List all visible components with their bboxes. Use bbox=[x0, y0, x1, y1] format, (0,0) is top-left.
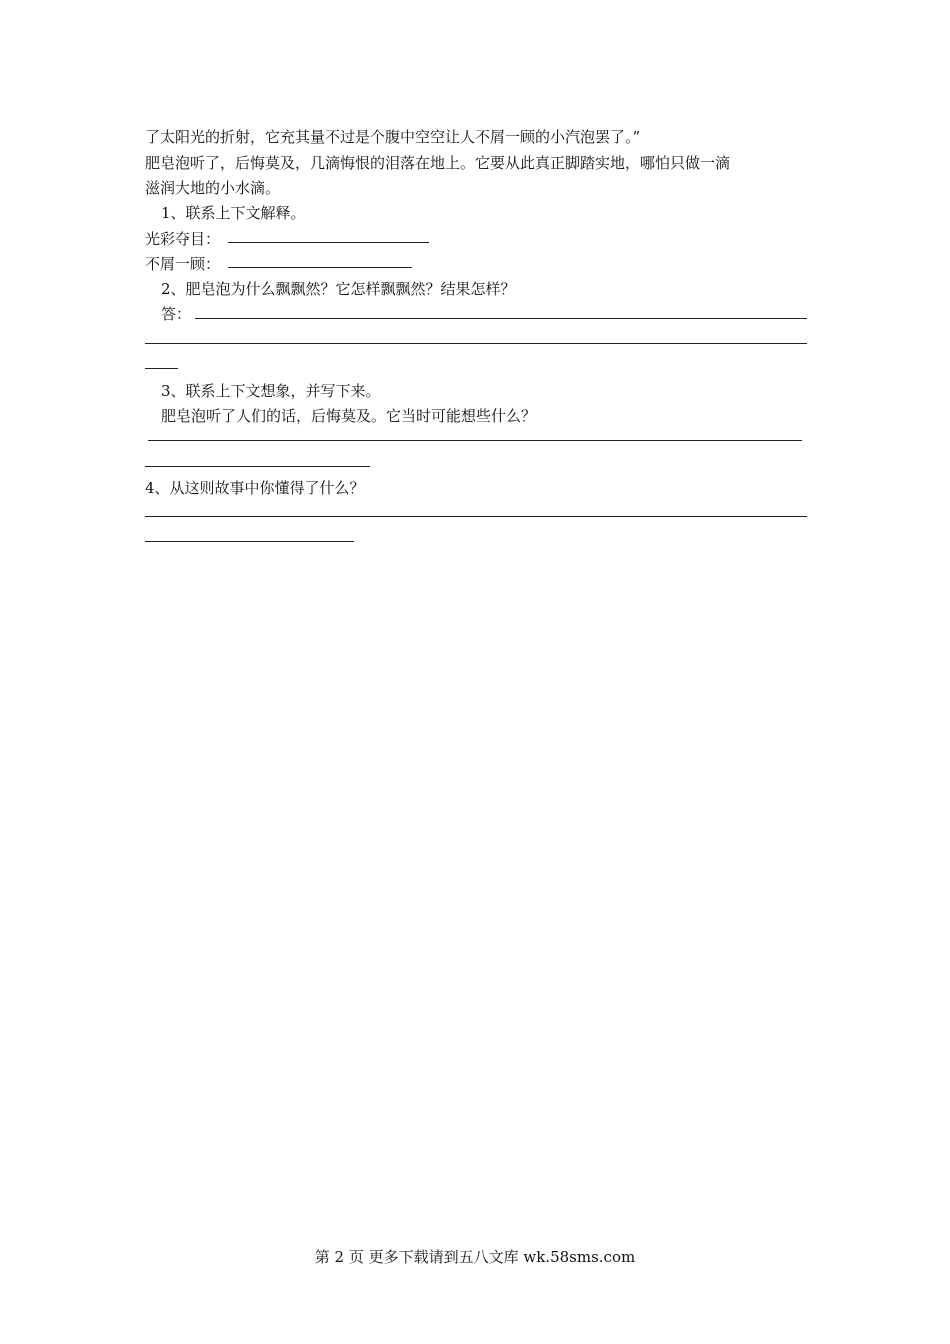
answer-blank-term-2[interactable] bbox=[228, 267, 412, 268]
question-2-answer-label: 答： bbox=[161, 305, 192, 323]
question-1-term-1: 光彩夺目： bbox=[145, 230, 221, 248]
passage-line-2: 肥皂泡听了，后悔莫及，几滴悔恨的泪落在地上。它要从此真正脚踏实地，哪怕只做一滴 bbox=[145, 154, 731, 172]
answer-line-q2-3[interactable] bbox=[145, 368, 178, 369]
question-3-prompt: 3、联系上下文想象，并写下来。 bbox=[161, 382, 381, 400]
question-1-prompt: 1、联系上下文解释。 bbox=[161, 204, 306, 222]
answer-line-q2-1[interactable] bbox=[195, 318, 807, 319]
answer-line-q4-1[interactable] bbox=[145, 516, 807, 517]
question-1-term-2: 不屑一顾： bbox=[145, 255, 221, 273]
question-2-prompt: 2、肥皂泡为什么飘飘然？它怎样飘飘然？结果怎样？ bbox=[161, 280, 516, 298]
page-footer: 第 2 页 更多下载请到五八文库 wk.58sms.com bbox=[314, 1248, 636, 1266]
answer-line-q3-1[interactable] bbox=[148, 440, 802, 441]
passage-line-3: 滋润大地的小水滴。 bbox=[145, 179, 281, 197]
answer-line-q4-2[interactable] bbox=[145, 541, 354, 542]
passage-line-1: 了太阳光的折射，它充其量不过是个腹中空空让人不屑一顾的小汽泡罢了。” bbox=[145, 128, 641, 146]
answer-line-q2-2[interactable] bbox=[145, 343, 807, 344]
answer-blank-term-1[interactable] bbox=[228, 242, 429, 243]
question-3-sub: 肥皂泡听了人们的话，后悔莫及。它当时可能想些什么？ bbox=[161, 407, 537, 425]
question-4-prompt: 4、从这则故事中你懂得了什么？ bbox=[145, 479, 365, 497]
answer-line-q3-2[interactable] bbox=[145, 466, 370, 467]
